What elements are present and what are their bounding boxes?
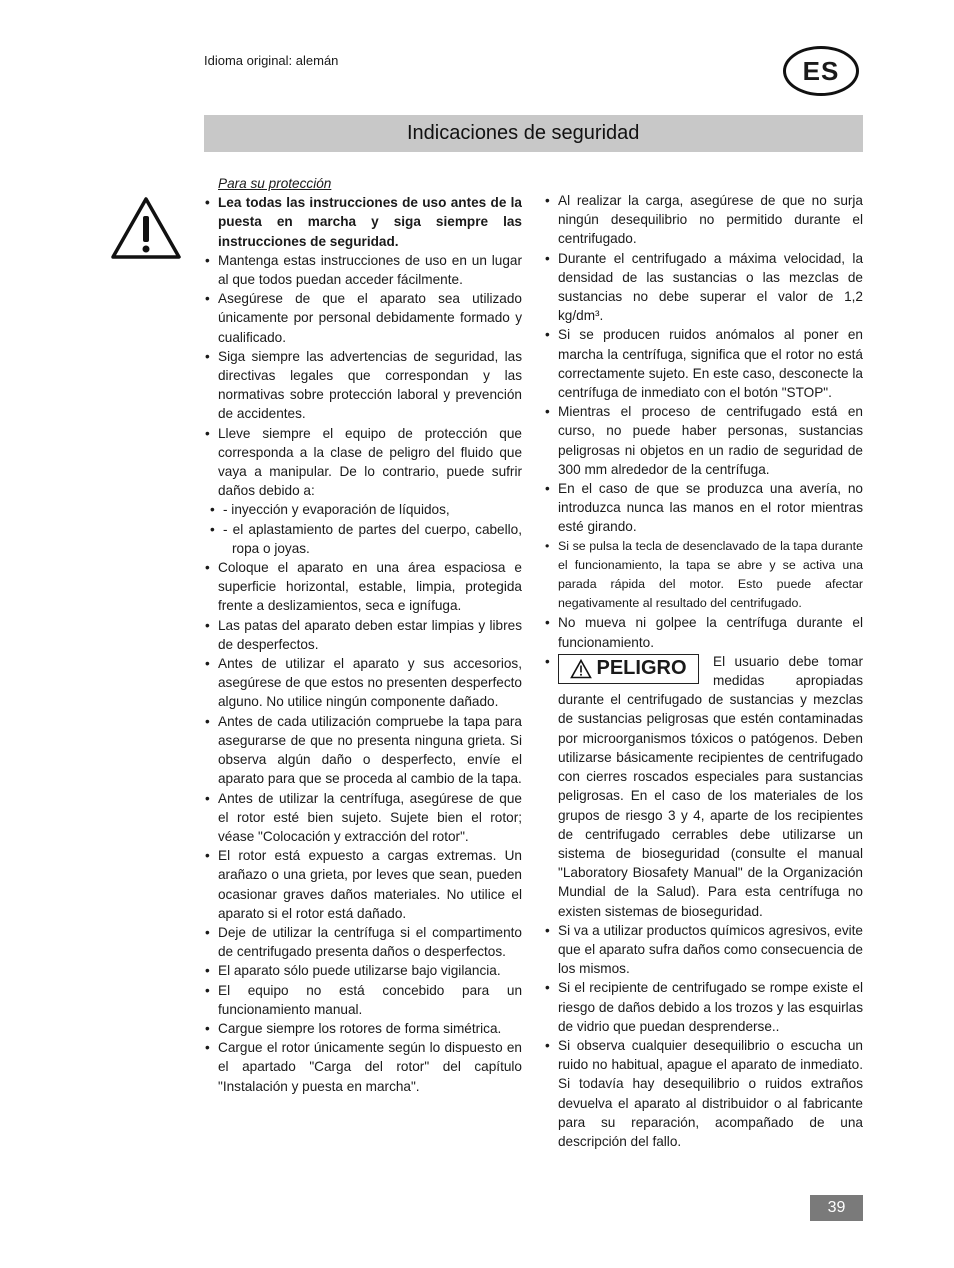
list-item: • No mueva ni golpee la centrífuga durante el funcionamiento. bbox=[544, 613, 863, 651]
list-item-text: Lleve siempre el equipo de protección que corresponda a la clase de peligro del fluido que vaya a manipular. De lo contrario, puede sufrir daños debido a: bbox=[218, 425, 522, 499]
section-title-bar bbox=[204, 115, 863, 152]
list-item: • Durante el centrifugado a máxima velocidad, la densidad de las sustancias o las mezclas de sustancias no debe superar el valor de 1,2 kg/dm³. bbox=[544, 249, 863, 326]
list-item: • Coloque el aparato en una área espaciosa e superficie horizontal, estable, limpia, protegida frente a deslizamientos, seca e ignífuga. bbox=[204, 558, 522, 616]
list-item: • Si el recipiente de centrifugado se rompe existe el riesgo de daños debido a los trozos y las esquirlas de vidrio que puedan desprenderse.. bbox=[544, 978, 863, 1036]
language-badge: ES bbox=[783, 46, 859, 96]
list-item: • Mantenga estas instrucciones de uso en un lugar al que todos puedan acceder fácilmente. bbox=[204, 251, 522, 289]
list-item: • Mientras el proceso de centrifugado está en curso, no puede haber personas, sustancias peligrosas ni objetos en un radio de seguridad de 300 mm alrededor de la centrífuga. bbox=[544, 402, 863, 479]
list-item: • Deje de utilizar la centrífuga si el compartimento de centrifugado presenta daños o desperfectos. bbox=[204, 923, 522, 961]
danger-label: PELIGRO bbox=[596, 657, 687, 680]
list-item: • Asegúrese de que el aparato sea utilizado únicamente por personal debidamente formado y cualificado. bbox=[204, 289, 522, 347]
list-item: • Cargue siempre los rotores de forma simétrica. bbox=[204, 1019, 522, 1038]
original-language-note: Idioma original: alemán bbox=[204, 53, 339, 68]
list-item: • Siga siempre las advertencias de seguridad, las directivas legales que correspondan y las normativas sobre protección laboral y prevención de accidentes. bbox=[204, 347, 522, 424]
right-safety-list-continued bbox=[544, 921, 863, 1151]
list-item: • Si observa cualquier desequilibrio o escucha un ruido no habitual, apague el aparato de inmediato. Si todavía hay desequilibrio o ruidos extraños devuelva el aparato al distribuidor o al fabricante para su reparación, acompañado de una descripción del fallo. bbox=[544, 1036, 863, 1151]
sublist-item: • - el aplastamiento de partes del cuerpo, cabello, ropa o joyas. bbox=[218, 520, 522, 558]
list-item: • Si se pulsa la tecla de desenclavado de la tapa durante el funcionamiento, la tapa se abre y se activa una parada rápida del motor. Esto puede afectar negativamente al resultado del centrifugado. bbox=[544, 537, 863, 614]
list-item: • Si se producen ruidos anómalos al poner en marcha la centrífuga, significa que el rotor no está correctamente sujeto. En este caso, desconecte la centrífuga de inmediato con el botón "STOP". bbox=[544, 325, 863, 402]
list-item: • El equipo no está concebido para un funcionamiento manual. bbox=[204, 981, 522, 1019]
list-item: • Las patas del aparato deben estar limpias y libres de desperfectos. bbox=[204, 616, 522, 654]
list-item: • El rotor está expuesto a cargas extremas. Un arañazo o una grieta, por leves que sean, pueden ocasionar graves daños materiales. No utilice el aparato si el rotor está dañado. bbox=[204, 846, 522, 923]
danger-block bbox=[544, 652, 863, 921]
list-item-protection bbox=[204, 424, 522, 558]
page-number: 39 bbox=[810, 1195, 863, 1221]
list-item: • Si va a utilizar productos químicos agresivos, evite que el aparato sufra daños como consecuencia de los mismos. bbox=[544, 921, 863, 979]
left-safety-list bbox=[204, 193, 522, 1096]
right-safety-list bbox=[544, 191, 863, 652]
list-item: • Lea todas las instrucciones de uso antes de la puesta en marcha y siga siempre las instrucciones de seguridad. bbox=[204, 193, 522, 251]
page-title: Indicaciones de seguridad bbox=[407, 122, 640, 144]
list-item: • Al realizar la carga, asegúrese de que no surja ningún desequilibrio no permitido durante el centrifugado. bbox=[544, 191, 863, 249]
list-item: • Cargue el rotor únicamente según lo dispuesto en el apartado "Carga del rotor" del capítulo "Instalación y puesta en marcha". bbox=[204, 1038, 522, 1096]
warning-triangle-icon bbox=[110, 196, 182, 260]
list-item: • Antes de utilizar el aparato y sus accesorios, asegúrese de que estos no presenten desperfecto alguno. No utilice ningún componente dañado. bbox=[204, 654, 522, 712]
sublist-item: • - inyección y evaporación de líquidos, bbox=[218, 500, 522, 519]
list-item: • En el caso de que se produzca una avería, no introduzca nunca las manos en el rotor mientras esté girando. bbox=[544, 479, 863, 537]
list-item: • Antes de cada utilización compruebe la tapa para asegurarse de que no presenta ninguna grieta. Si observa algún daño o desperfecto, envíe el aparato para que se proceda al cambio de la tapa. bbox=[204, 712, 522, 789]
section-label: Para su protección bbox=[218, 176, 332, 191]
list-item: • El aparato sólo puede utilizarse bajo vigilancia. bbox=[204, 961, 522, 980]
danger-text: • El usuario debe tomar medidas apropiadas durante el centrifugado de sustancias y mezclas de sustancias peligrosas que estén contaminadas por microorganismos tóxicos o patógenos. Deben utilizarse básicamente recipientes de centrifugado con cierres roscados especiales para sustancias peligrosas. En el caso de los materiales de los grupos de riesgo 3 y 4, aparte de los recipientes de centrifugado cerrables debe utilizarse un sistema de bioseguridad (consulte el manual "Laboratory Biosafety Manual" de la Organización Mundial de la Salud). Para esta centrífuga no existen sistemas de bioseguridad. bbox=[544, 652, 863, 921]
list-item: • Antes de utilizar la centrífuga, asegúrese de que el rotor esté bien sujeto. Sujete bien el rotor; véase "Colocación y extracción del rotor". bbox=[204, 789, 522, 847]
danger-list bbox=[544, 652, 863, 921]
left-column bbox=[204, 174, 522, 1096]
protection-sublist bbox=[218, 500, 522, 558]
right-column bbox=[544, 191, 863, 1151]
